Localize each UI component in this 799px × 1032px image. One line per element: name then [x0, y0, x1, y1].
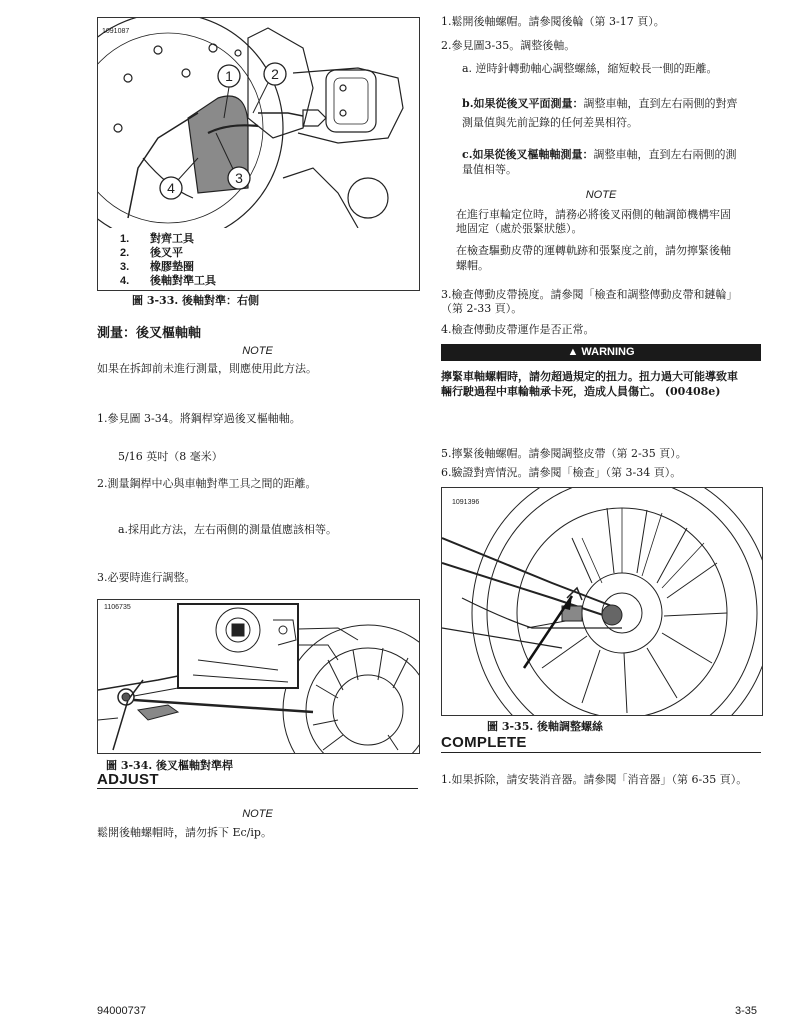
callout-4: 4 [167, 180, 175, 196]
figure-caption: 圖 3-34. 後叉樞軸對準桿 [106, 759, 234, 772]
spec-value: 5/16 英吋（8 毫米） [118, 450, 223, 463]
warning-text: 擰緊車軸螺帽時，請勿超過規定的扭力。扭力過大可能導致車 [441, 370, 738, 383]
step-2c: c.如果從後叉樞軸軸測量：調整車軸，直到左右兩側的測 [462, 148, 737, 161]
note-label: NOTE [585, 189, 617, 201]
step-5: 5.擰緊後軸螺帽。請參閱調整皮帶（第 2-35 頁）。 [441, 447, 687, 460]
figure-caption: 圖 3-35. 後軸調整螺絲 [487, 720, 604, 733]
legend-item: 2. 後叉平 [120, 246, 183, 259]
note-text: 地固定（處於張緊狀態）。 [456, 222, 583, 235]
callout-3: 3 [235, 170, 243, 186]
figure-caption: 圖 3-33. 後軸對準：右側 [132, 294, 260, 307]
figure-id: 1091396 [452, 499, 480, 506]
heading-rule [97, 788, 418, 789]
pivot-shaft-rod-illustration [98, 600, 419, 753]
note-text: 鬆開後軸螺帽時，請勿拆下 Ec/ip。 [97, 826, 272, 839]
note-label: NOTE [242, 345, 273, 357]
figure-3-33 [97, 17, 420, 291]
step-1: 1.參見圖 3-34。將鋼桿穿過後叉樞軸軸。 [97, 412, 301, 425]
step-2: 2.參見圖3-35。調整後軸。 [441, 39, 576, 52]
step-1: 1.鬆開後軸螺帽。請參閱後輪（第 3-17 頁）。 [441, 15, 665, 28]
note-text: 在進行車輪定位時，請務必將後叉兩側的軸調節機構牢固 [456, 208, 731, 221]
figure-3-35 [441, 487, 763, 716]
rear-axle-right-side-illustration [98, 18, 419, 228]
step-2b: b.如果從後叉平面測量：調整車軸，直到左右兩側的對齊 [462, 97, 738, 110]
rear-axle-adjuster-illustration [442, 488, 762, 715]
step-2: 2.測量鋼桿中心與車軸對準工具之間的距離。 [97, 477, 317, 490]
note-text: 如果在拆卸前未進行測量，則應使用此方法。 [97, 362, 317, 375]
note-text: 在檢查驅動皮帶的運轉軌跡和張緊度之前，請勿擰緊後軸 [456, 244, 731, 257]
section-heading: COMPLETE [441, 734, 527, 751]
note-label: NOTE [242, 808, 273, 820]
step-3: 3.檢查傳動皮帶撓度。請參閱「檢查和調整傳動皮帶和鏈輪」 [441, 288, 738, 301]
page-number: 3-35 [735, 1005, 758, 1017]
step-3: 3.必要時進行調整。 [97, 571, 196, 584]
legend-item: 3. 橡膠墊圈 [120, 260, 194, 273]
heading-rule [441, 752, 761, 753]
step-2c-cont: 量值相等。 [462, 163, 517, 176]
warning-banner: ▲ WARNING [441, 344, 761, 361]
legend-item: 1. 對齊工具 [120, 232, 194, 245]
step-1: 1.如果拆除，請安裝消音器。請參閱「消音器」（第 6-35 頁）。 [441, 773, 748, 786]
callout-1: 1 [225, 68, 233, 84]
note-text: 螺帽。 [456, 259, 489, 272]
figure-id: 1106735 [104, 604, 131, 611]
step-2a: a.採用此方法，左右兩側的測量值應該相等。 [118, 523, 338, 536]
section-heading: 測量：後叉樞軸軸 [97, 326, 202, 341]
step-6: 6.驗證對齊情況。請參閱「檢查」（第 3-34 頁）。 [441, 466, 682, 479]
document-number: 94000737 [97, 1005, 146, 1017]
step-2a: a. 逆時針轉動軸心調整螺絲，縮短較長一側的距離。 [462, 62, 718, 75]
figure-id: 1091087 [102, 28, 130, 35]
step-4: 4.檢查傳動皮帶運作是否正常。 [441, 323, 595, 336]
step-3-cont: （第 2-33 頁）。 [441, 302, 523, 315]
callout-2: 2 [271, 66, 279, 82]
step-2b-cont: 測量值與先前記錄的任何差異相符。 [462, 116, 638, 129]
legend-item: 4. 後軸對準工具 [120, 274, 216, 287]
warning-text: 輛行駛過程中車輪軸承卡死，造成人員傷亡。 (00408e) [441, 385, 721, 398]
figure-3-34 [97, 599, 420, 754]
section-heading: ADJUST [97, 771, 159, 788]
